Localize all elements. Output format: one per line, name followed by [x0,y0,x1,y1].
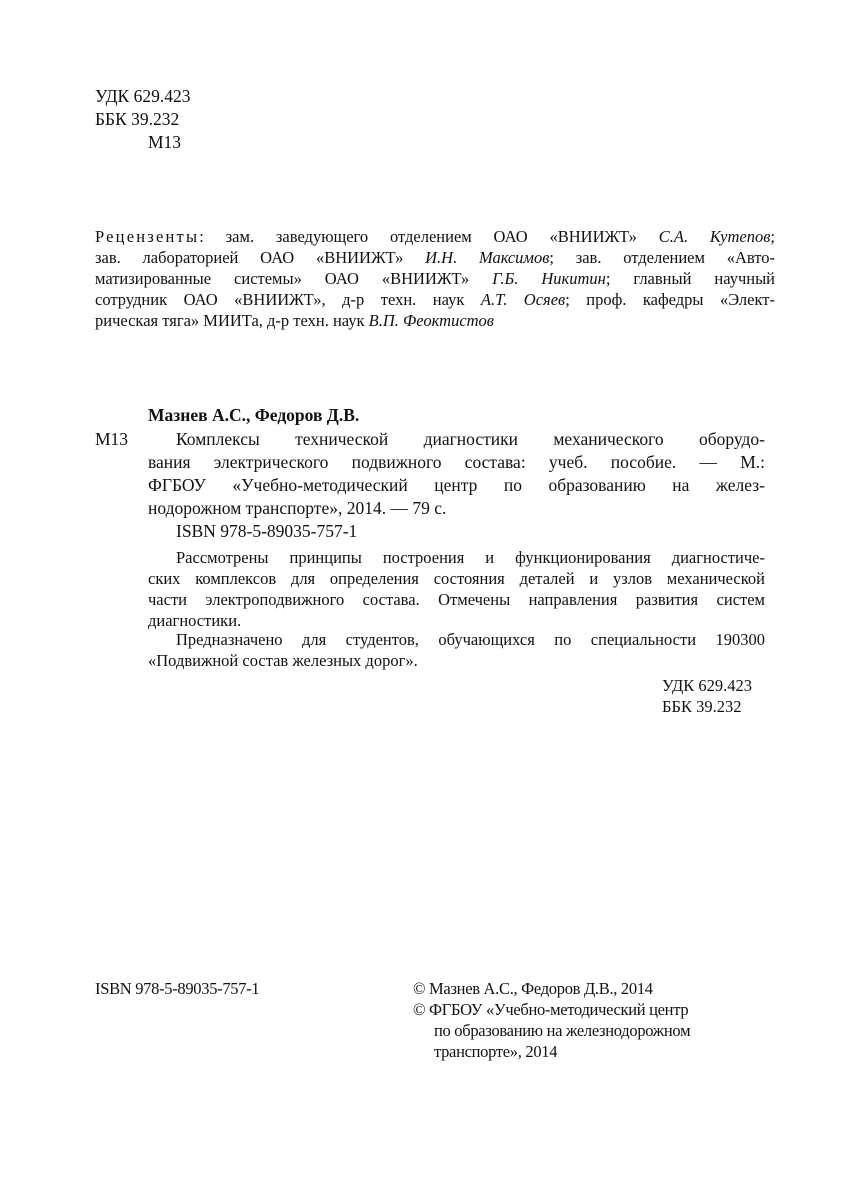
copyright-authors: © Мазнев А.С., Федоров Д.В., 2014 [413,979,653,998]
card-abstract [148,547,765,631]
reviewers-line: рическая тяга» МИИТа, д-р техн. наук В.П. Феоктистов [95,311,494,330]
reviewer-name: В.П. Феоктистов [368,311,494,330]
card-mark: М13 [95,429,129,449]
card-title-line: Комплексы технической диагностики механического оборудо- [176,429,765,449]
copyright-publisher-cont: транспорте», 2014 [434,1042,558,1061]
copyright-block [413,978,773,1062]
card-purpose [148,629,765,671]
footer-isbn: ISBN 978-5-89035-757-1 [95,979,260,998]
card-bbk: ББК 39.232 [662,697,742,716]
abstract-line: части электроподвижного состава. Отмечены направления развития систем [148,590,765,609]
reviewer-name: С.А. Кутепов [658,227,771,246]
card-isbn: ISBN 978-5-89035-757-1 [176,521,358,541]
card-authors: Мазнев А.С., Федоров Д.В. [148,405,360,425]
abstract-line: Рассмотрены принципы построения и функционирования диагностиче- [176,548,765,567]
copyright-publisher-cont: по образованию на железнодорожном [434,1021,691,1040]
reviewers-label: Рецензенты [95,227,200,246]
udk-code: УДК 629.423 [95,86,191,106]
copyright-publisher: © ФГБОУ «Учебно-методический центр [413,1000,689,1019]
reviewers-line: зав. лабораторией ОАО «ВНИИЖТ» И.Н. Максимов; зав. отделением «Авто- [95,248,775,267]
abstract-line: диагностики. [148,611,242,630]
author-mark: М13 [148,132,182,152]
reviewers-block [95,226,775,331]
purpose-line: Предназначено для студентов, обучающихся по специальности 190300 [176,630,765,649]
reviewer-name: И.Н. Максимов [425,248,550,267]
purpose-line: «Подвижной состав железных дорог». [148,651,418,670]
card-title-line: ФГБОУ «Учебно-методический центр по образованию на желез- [148,475,765,495]
card-title-line: вания электрического подвижного состава: учеб. пособие. — М.: [148,452,765,472]
abstract-line: ских комплексов для определения состояния деталей и узлов механической [148,569,765,588]
card-udk: УДК 629.423 [662,676,753,695]
reviewers-line: Рецензенты: зам. заведующего отделением ОАО «ВНИИЖТ» С.А. Кутепов; [95,227,775,246]
reviewers-line: матизированные системы» ОАО «ВНИИЖТ» Г.Б. Никитин; главный научный [95,269,775,288]
card-title [148,428,765,520]
reviewer-name: Г.Б. Никитин [492,269,606,288]
reviewers-line: сотрудник ОАО «ВНИИЖТ», д-р техн. наук А.Т. Осяев; проф. кафедры «Элект- [95,290,775,309]
card-title-line: нодорожном транспорте», 2014. — 79 с. [148,498,447,518]
bbk-code: ББК 39.232 [95,109,180,129]
reviewer-name: А.Т. Осяев [480,290,566,309]
